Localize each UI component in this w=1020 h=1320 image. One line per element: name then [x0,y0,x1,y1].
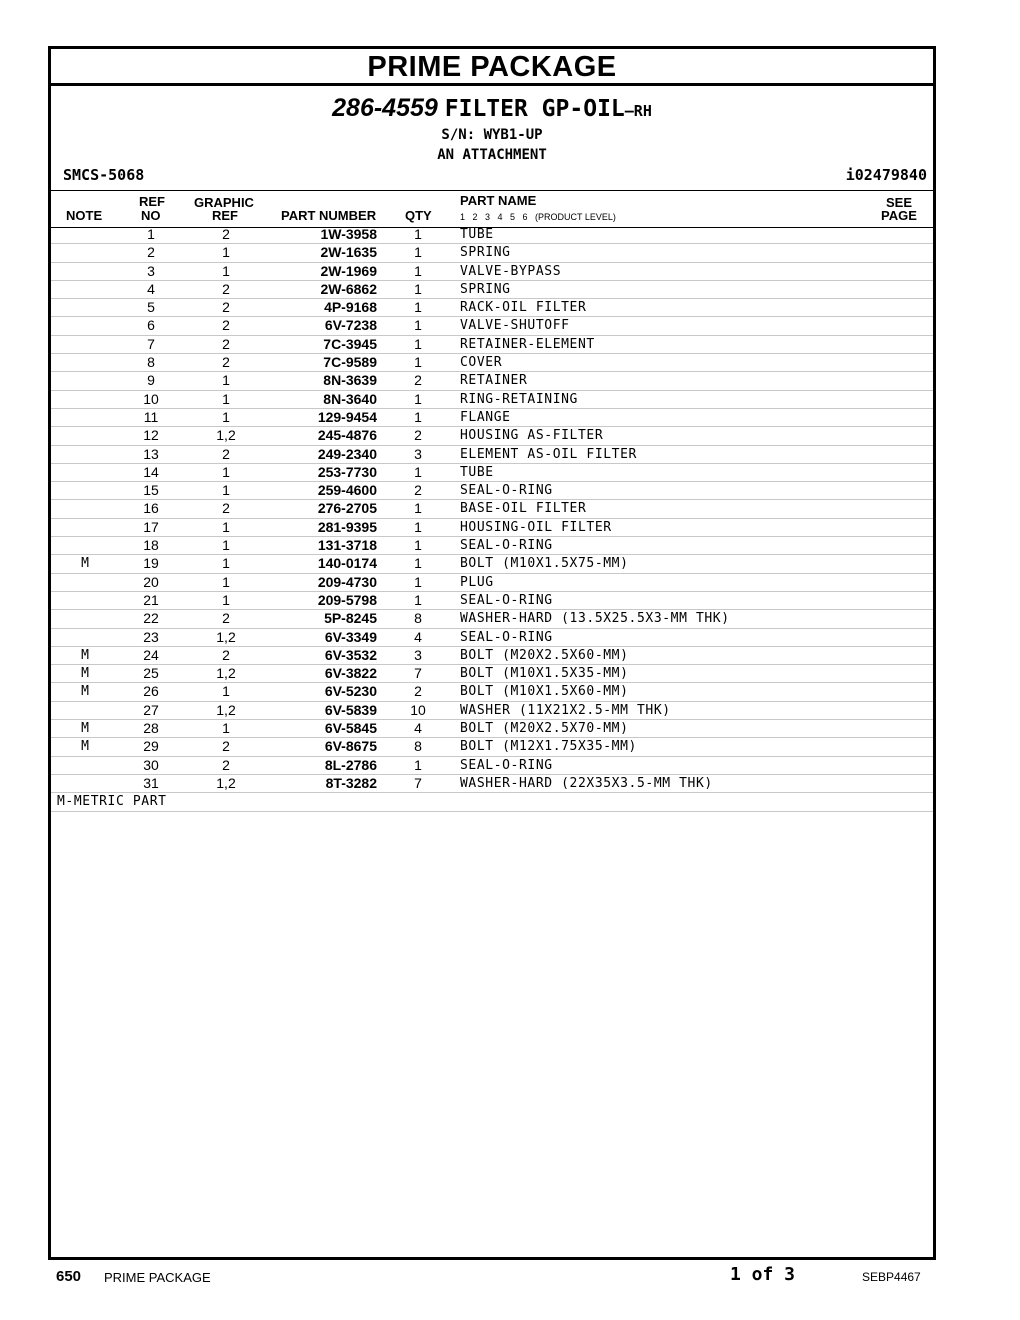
col-product-level: 1 2 3 4 5 6 (PRODUCT LEVEL) [460,212,616,222]
table-row [51,391,933,409]
section-banner: PRIME PACKAGE [51,49,933,86]
graphic-ref-cell: 1 [222,372,230,389]
table-row [51,757,933,775]
page-number: 650 [56,1268,82,1285]
graphic-ref-cell: 1,2 [216,665,236,682]
codes-line [63,166,927,186]
table-row [51,226,933,244]
graphic-ref-cell: 1,2 [216,701,236,718]
table-row [51,702,933,720]
col-graphic-top: GRAPHIC [194,195,254,210]
graphic-ref-cell: 2 [222,445,230,462]
part-name-cell: RING-RETAINING [460,391,578,407]
ref-no-cell: 27 [143,701,159,718]
part-name-cell: VALVE-BYPASS [460,263,562,279]
parts-table-body [51,226,933,812]
col-part-name: PART NAME [460,193,537,208]
qty-cell: 1 [414,354,422,371]
smcs-code: SMCS-5068 [63,166,145,184]
table-row [51,683,933,701]
part-name-cell: SEAL-O-RING [460,592,553,608]
qty-cell: 1 [414,555,422,572]
graphic-ref-cell: 1 [222,482,230,499]
table-row [51,537,933,555]
qty-cell: 1 [414,244,422,261]
graphic-ref-cell: 2 [222,335,230,352]
part-name-cell: TUBE [460,227,494,242]
table-row [51,336,933,354]
table-row [51,281,933,299]
table-row [51,775,933,793]
group-part-name: FILTER GP-OIL [444,96,625,122]
qty-cell: 1 [414,463,422,480]
part-number-cell: 140-0174 [317,555,377,572]
ref-no-cell: 21 [143,591,159,608]
part-name-cell: SEAL-O-RING [460,629,553,645]
part-number-cell: 5P-8245 [324,610,377,627]
graphic-ref-cell: 1 [222,591,230,608]
part-number-cell: 6V-3822 [324,665,377,682]
part-number-cell: 253-7730 [317,463,377,480]
table-row [51,720,933,738]
table-row [51,500,933,518]
part-number-cell: 8T-3282 [325,774,377,791]
illustration-id: i02479840 [845,166,927,184]
part-number-cell: 6V-3532 [324,646,377,663]
part-name-cell: WASHER-HARD (13.5X25.5X3-MM THK) [460,611,730,627]
note-cell: M [81,556,89,572]
graphic-ref-cell: 1 [222,555,230,572]
col-see-bottom: PAGE [881,208,917,223]
metric-footnote: M-METRIC PART [51,793,933,812]
table-row [51,482,933,500]
page-title [51,94,933,125]
qty-cell: 1 [414,280,422,297]
graphic-ref-cell: 2 [222,317,230,334]
ref-no-cell: 26 [143,683,159,700]
part-name-cell: SEAL-O-RING [460,757,553,773]
qty-cell: 2 [414,372,422,389]
part-name-cell: BOLT (M20X2.5X60-MM) [460,647,629,663]
ref-no-cell: 30 [143,756,159,773]
part-name-cell: RACK-OIL FILTER [460,300,587,316]
part-number-cell: 129-9454 [317,408,377,425]
qty-cell: 1 [414,756,422,773]
ref-no-cell: 8 [147,354,155,371]
qty-cell: 1 [414,299,422,316]
graphic-ref-cell: 2 [222,646,230,663]
part-number-cell: 7C-3945 [323,335,377,352]
note-cell: M [81,666,89,682]
part-name-cell: SPRING [460,281,511,297]
qty-cell: 7 [414,665,422,682]
part-number-cell: 8N-3640 [323,390,377,407]
parts-list-frame [48,46,936,1260]
part-number-cell: 6V-5845 [324,720,377,737]
part-name-cell: SEAL-O-RING [460,538,553,554]
table-row [51,464,933,482]
qty-cell: 2 [414,482,422,499]
col-see-top: SEE [886,195,913,210]
part-number-cell: 6V-7238 [324,317,377,334]
part-number-cell: 2W-6862 [320,280,377,297]
part-name-cell: HOUSING-OIL FILTER [460,519,612,535]
graphic-ref-cell: 1 [222,683,230,700]
graphic-ref-cell: 2 [222,299,230,316]
part-name-cell: SEAL-O-RING [460,483,553,499]
ref-no-cell: 29 [143,738,159,755]
table-row [51,299,933,317]
qty-cell: 1 [414,390,422,407]
ref-no-cell: 24 [143,646,159,663]
graphic-ref-cell: 1 [222,518,230,535]
group-part-number: 286-4559 [332,94,438,122]
ref-no-cell: 31 [143,774,159,791]
part-name-cell: ELEMENT AS-OIL FILTER [460,446,637,462]
qty-cell: 1 [414,408,422,425]
ref-no-cell: 22 [143,610,159,627]
page-of: 1 of 3 [730,1264,796,1285]
ref-no-cell: 12 [143,427,159,444]
table-row [51,446,933,464]
part-number-cell: 4P-9168 [324,299,377,316]
ref-no-cell: 14 [143,463,159,480]
graphic-ref-cell: 1 [222,244,230,261]
part-name-cell: RETAINER [460,373,528,389]
qty-cell: 4 [414,720,422,737]
page-footer [56,1264,930,1288]
ref-no-cell: 25 [143,665,159,682]
table-row [51,409,933,427]
ref-no-cell: 7 [147,335,155,352]
col-ref-top: REF [139,194,165,209]
ref-no-cell: 20 [143,573,159,590]
part-number-cell: 7C-9589 [323,354,377,371]
col-part-number: PART NUMBER [281,208,377,223]
part-number-cell: 209-4730 [317,573,377,590]
table-row [51,665,933,683]
qty-cell: 2 [414,683,422,700]
part-number-cell: 6V-5230 [324,683,377,700]
graphic-ref-cell: 1 [222,720,230,737]
part-number-cell: 6V-3349 [324,628,377,645]
part-number-cell: 2W-1969 [320,262,377,279]
part-number-cell: 131-3718 [317,537,377,554]
qty-cell: 1 [414,537,422,554]
qty-cell: 8 [414,738,422,755]
part-name-cell: BOLT (M20X2.5X70-MM) [460,721,629,737]
qty-cell: 1 [414,226,422,242]
table-row [51,555,933,573]
part-number-cell: 259-4600 [317,482,377,499]
part-number-cell: 6V-5839 [324,701,377,718]
note-cell: M [81,739,89,755]
ref-no-cell: 11 [143,408,159,425]
part-name-cell: PLUG [460,574,494,590]
part-name-cell: SPRING [460,245,511,261]
graphic-ref-cell: 2 [222,610,230,627]
col-qty: QTY [405,208,432,223]
qty-cell: 7 [414,774,422,791]
graphic-ref-cell: 2 [222,280,230,297]
ref-no-cell: 5 [147,299,155,316]
ref-no-cell: 16 [143,500,159,517]
table-header [51,190,933,228]
part-number-cell: 209-5798 [317,591,377,608]
group-suffix: –RH [624,102,652,120]
ref-no-cell: 17 [143,518,159,535]
part-name-cell: BASE-OIL FILTER [460,501,587,517]
qty-cell: 1 [414,591,422,608]
ref-no-cell: 19 [143,555,159,572]
part-name-cell: COVER [460,355,503,371]
attachment-label: AN ATTACHMENT [437,147,547,163]
table-row [51,354,933,372]
table-row [51,244,933,262]
ref-no-cell: 1 [147,226,155,242]
ref-no-cell: 10 [143,390,159,407]
graphic-ref-cell: 1 [222,262,230,279]
qty-cell: 8 [414,610,422,627]
part-name-cell: HOUSING AS-FILTER [460,428,604,444]
part-name-cell: FLANGE [460,409,511,425]
part-name-cell: BOLT (M10X1.5X75-MM) [460,556,629,572]
table-row [51,372,933,390]
table-row [51,592,933,610]
graphic-ref-cell: 1 [222,390,230,407]
qty-cell: 1 [414,335,422,352]
qty-cell: 4 [414,628,422,645]
qty-cell: 1 [414,573,422,590]
qty-cell: 1 [414,317,422,334]
part-name-cell: WASHER-HARD (22X35X3.5-MM THK) [460,775,713,791]
graphic-ref-cell: 1,2 [216,774,236,791]
part-name-cell: TUBE [460,464,494,480]
ref-no-cell: 15 [143,482,159,499]
graphic-ref-cell: 1 [222,573,230,590]
part-name-cell: BOLT (M10X1.5X35-MM) [460,666,629,682]
graphic-ref-cell: 1 [222,408,230,425]
ref-no-cell: 28 [143,720,159,737]
table-row [51,263,933,281]
graphic-ref-cell: 1 [222,463,230,480]
table-row [51,738,933,756]
table-row [51,610,933,628]
qty-cell: 1 [414,500,422,517]
graphic-ref-cell: 2 [222,500,230,517]
table-row [51,629,933,647]
ref-no-cell: 18 [143,537,159,554]
part-name-cell: RETAINER-ELEMENT [460,336,595,352]
col-graphic-bottom: REF [212,208,238,223]
qty-cell: 1 [414,518,422,535]
part-name-cell: BOLT (M12X1.75X35-MM) [460,739,637,755]
part-number-cell: 1W-3958 [320,226,377,242]
qty-cell: 3 [414,646,422,663]
part-number-cell: 6V-8675 [324,738,377,755]
qty-cell: 10 [410,701,426,718]
qty-cell: 3 [414,445,422,462]
graphic-ref-cell: 1,2 [216,628,236,645]
qty-cell: 1 [414,262,422,279]
part-name-cell: VALVE-SHUTOFF [460,318,570,334]
part-number-cell: 276-2705 [317,500,377,517]
serial-range: S/N: WYB1-UP [441,127,543,143]
graphic-ref-cell: 2 [222,738,230,755]
document-number: SEBP4467 [862,1270,921,1284]
table-row [51,647,933,665]
part-number-cell: 281-9395 [317,518,377,535]
graphic-ref-cell: 1,2 [216,427,236,444]
table-row [51,574,933,592]
ref-no-cell: 3 [147,262,155,279]
note-cell: M [81,721,89,737]
ref-no-cell: 13 [143,445,159,462]
table-row [51,427,933,445]
part-number-cell: 2W-1635 [320,244,377,261]
ref-no-cell: 23 [143,628,159,645]
note-cell: M [81,684,89,700]
part-number-cell: 249-2340 [317,445,377,462]
ref-no-cell: 4 [147,280,155,297]
graphic-ref-cell: 2 [222,226,230,242]
ref-no-cell: 9 [147,372,155,389]
col-note: NOTE [66,208,103,223]
graphic-ref-cell: 1 [222,537,230,554]
part-name-cell: WASHER (11X21X2.5-MM THK) [460,702,671,718]
ref-no-cell: 6 [147,317,155,334]
col-ref-bottom: NO [141,208,161,223]
part-name-cell: BOLT (M10X1.5X60-MM) [460,684,629,700]
graphic-ref-cell: 2 [222,756,230,773]
table-row [51,317,933,335]
part-number-cell: 8L-2786 [324,756,377,773]
ref-no-cell: 2 [147,244,155,261]
table-row [51,519,933,537]
note-cell: M [81,647,89,663]
qty-cell: 2 [414,427,422,444]
footer-section: PRIME PACKAGE [104,1270,211,1285]
part-number-cell: 8N-3639 [323,372,377,389]
graphic-ref-cell: 2 [222,354,230,371]
part-number-cell: 245-4876 [317,427,377,444]
